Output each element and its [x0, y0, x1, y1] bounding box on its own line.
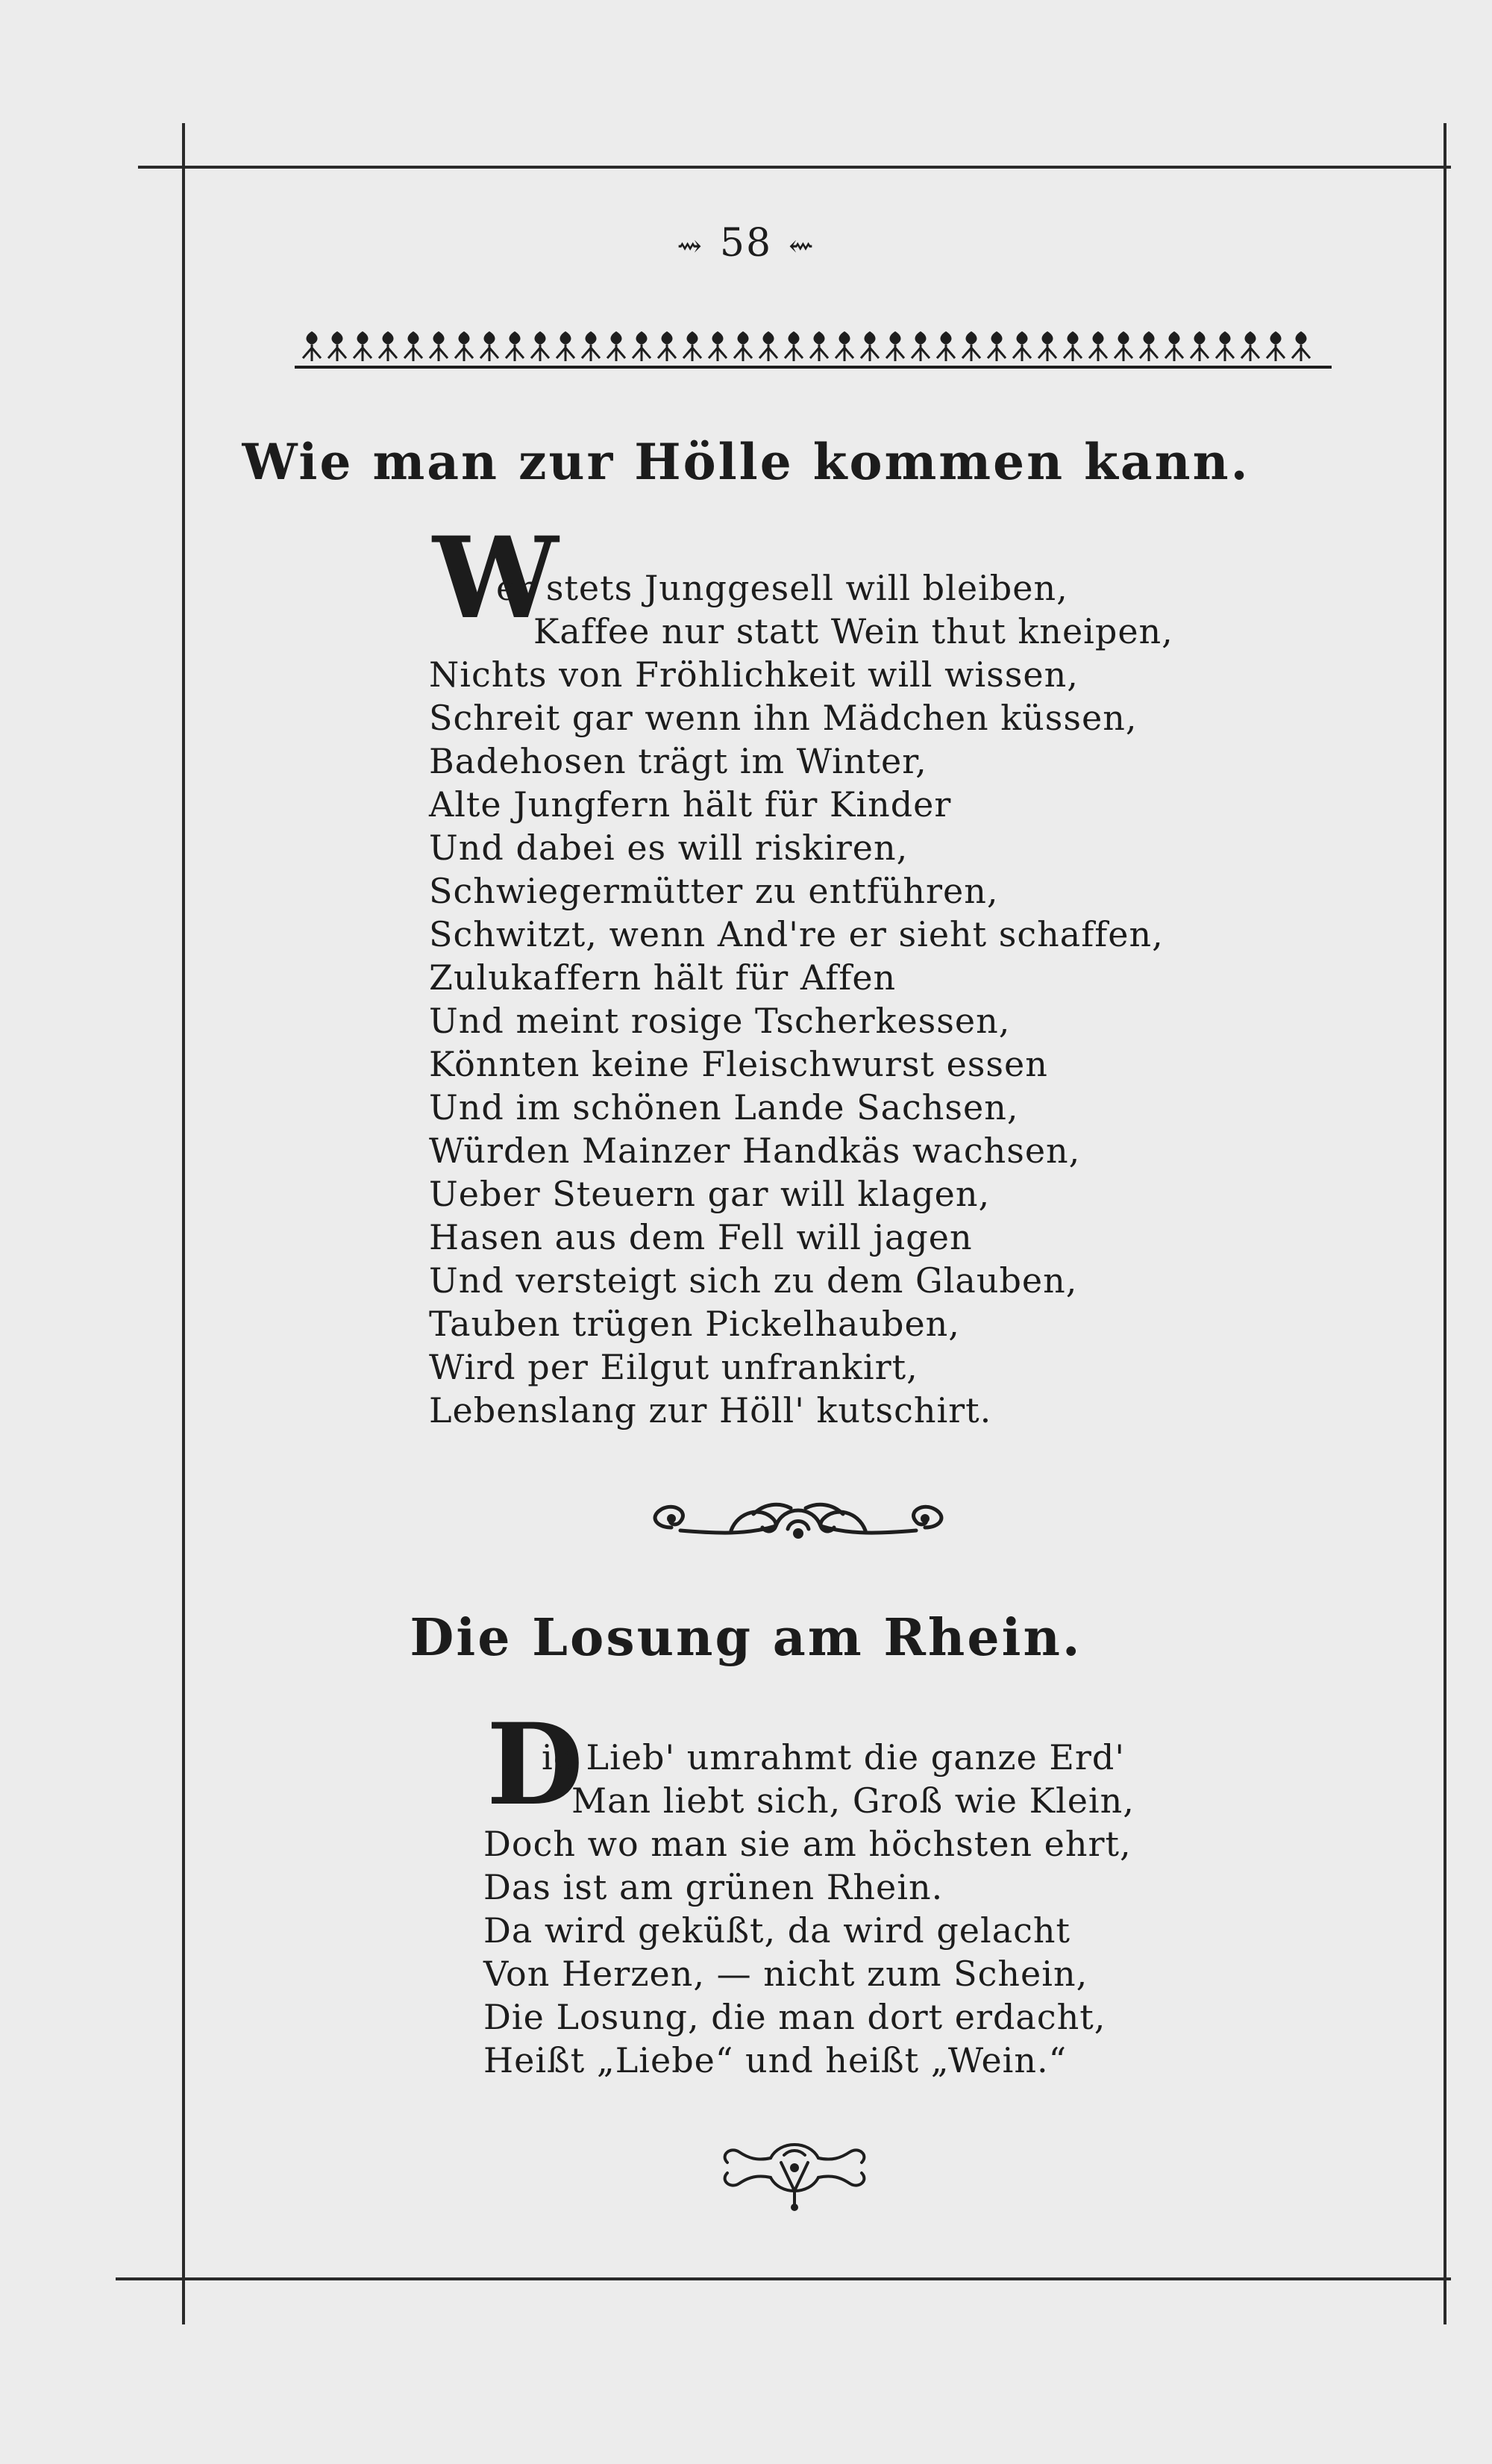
- fleuron-unit: [1140, 331, 1158, 361]
- page-number-row: [0, 221, 1492, 266]
- fleuron-unit: [1165, 331, 1183, 361]
- fleuron-unit: [988, 331, 1006, 361]
- poem-line: Das ist am grünen Rhein.: [483, 1867, 944, 1907]
- poem-line: Schwiegermütter zu entführen,: [429, 871, 999, 911]
- poem-line: Und meint rosige Tscherkessen,: [429, 1001, 1011, 1041]
- fleuron-unit: [557, 331, 574, 361]
- poem-line: Alte Jungfern hält für Kinder: [429, 784, 952, 825]
- bottom-rule: [116, 2277, 1451, 2280]
- fleuron-unit: [328, 331, 346, 361]
- fleuron-unit: [912, 331, 930, 361]
- page-number-left-ornament: ⇝: [677, 228, 703, 263]
- poem-line: Lebenslang zur Höll' kutschirt.: [429, 1390, 992, 1430]
- fleuron-unit: [734, 331, 752, 361]
- fleuron-border-icon: [295, 328, 1332, 370]
- fleuron-unit: [455, 331, 473, 361]
- poem-line: Schreit gar wenn ihn Mädchen küssen,: [429, 698, 1138, 738]
- fleuron-unit: [683, 331, 701, 361]
- fleuron-unit: [1267, 331, 1285, 361]
- poem-line: Von Herzen, — nicht zum Schein,: [483, 1954, 1088, 1994]
- poem-line: Könnten keine Fleischwurst essen: [429, 1044, 1048, 1084]
- poem-line: Tauben trügen Pickelhauben,: [429, 1304, 960, 1344]
- fleuron-unit: [303, 331, 321, 361]
- fleuron-unit: [1115, 331, 1132, 361]
- fleuron-unit: [379, 331, 397, 361]
- fleuron-unit: [962, 331, 980, 361]
- poem-line: ie Lieb' umrahmt die ganze Erd': [542, 1737, 1126, 1777]
- fleuron-unit: [480, 331, 498, 361]
- fleuron-unit: [658, 331, 676, 361]
- poem-line: Nichts von Fröhlichkeit will wissen,: [429, 654, 1079, 695]
- drop-cap: D: [486, 1699, 584, 1830]
- fleuron-unit: [1038, 331, 1056, 361]
- poem-line: Man liebt sich, Groß wie Klein,: [571, 1780, 1135, 1821]
- fleuron-unit: [861, 331, 879, 361]
- poem-line: Doch wo man sie am höchsten ehrt,: [483, 1824, 1132, 1864]
- poem-title: Wie man zur Hölle kommen kann.: [242, 433, 1250, 491]
- fleuron-unit: [404, 331, 422, 361]
- drop-cap: W: [433, 513, 559, 644]
- poem-line: Schwitzt, wenn And're er sieht schaffen,: [429, 914, 1164, 954]
- fleuron-unit: [582, 331, 600, 361]
- fleuron-unit: [1241, 331, 1259, 361]
- fleuron-unit: [430, 331, 448, 361]
- fleuron-unit: [1089, 331, 1107, 361]
- poem-line: Da wird geküßt, da wird gelacht: [483, 1910, 1071, 1951]
- poem-line: Heißt „Liebe“ und heißt „Wein.“: [483, 2040, 1068, 2080]
- poem-line: Zulukaffern hält für Affen: [429, 957, 897, 998]
- fleuron-unit: [531, 331, 549, 361]
- top-rule: [138, 166, 1451, 169]
- fleuron-unit: [607, 331, 625, 361]
- poem-line: Und versteigt sich zu dem Glauben,: [429, 1260, 1078, 1301]
- fleuron-unit: [506, 331, 524, 361]
- page-number: 58: [719, 221, 773, 266]
- poem-line: Badehosen trägt im Winter,: [429, 741, 927, 781]
- fleuron-unit: [1191, 331, 1209, 361]
- fleuron-unit: [709, 331, 727, 361]
- poem-title: Die Losung am Rhein.: [410, 1608, 1082, 1668]
- poem-line: Hasen aus dem Fell will jagen: [429, 1217, 973, 1257]
- tailpiece-ornament-icon: [712, 2133, 877, 2215]
- fleuron-unit: [1013, 331, 1031, 361]
- poem-line: Würden Mainzer Handkäs wachsen,: [429, 1131, 1081, 1171]
- poem-line: Wird per Eilgut unfrankirt,: [429, 1347, 918, 1387]
- fleuron-unit: [759, 331, 777, 361]
- scroll-divider-icon: [642, 1489, 955, 1556]
- poem-line: Und dabei es will riskiren,: [429, 828, 909, 868]
- fleuron-unit: [633, 331, 651, 361]
- fleuron-unit: [354, 331, 372, 361]
- fleuron-unit: [886, 331, 904, 361]
- fleuron-unit: [810, 331, 828, 361]
- fleuron-unit: [836, 331, 853, 361]
- fleuron-unit: [937, 331, 955, 361]
- page-number-right-ornament: ⇜: [789, 228, 815, 263]
- fleuron-unit: [1064, 331, 1082, 361]
- fleuron-unit: [785, 331, 803, 361]
- poem-line: Und im schönen Lande Sachsen,: [429, 1087, 1019, 1128]
- poem-line: Kaffee nur statt Wein thut kneipen,: [533, 611, 1173, 651]
- poem-line: Ueber Steuern gar will klagen,: [429, 1174, 991, 1214]
- poem-line: er stets Junggesell will bleiben,: [496, 568, 1068, 608]
- poem-line: Die Losung, die man dort erdacht,: [483, 1997, 1106, 2037]
- fleuron-unit: [1292, 331, 1310, 361]
- fleuron-unit: [1216, 331, 1234, 361]
